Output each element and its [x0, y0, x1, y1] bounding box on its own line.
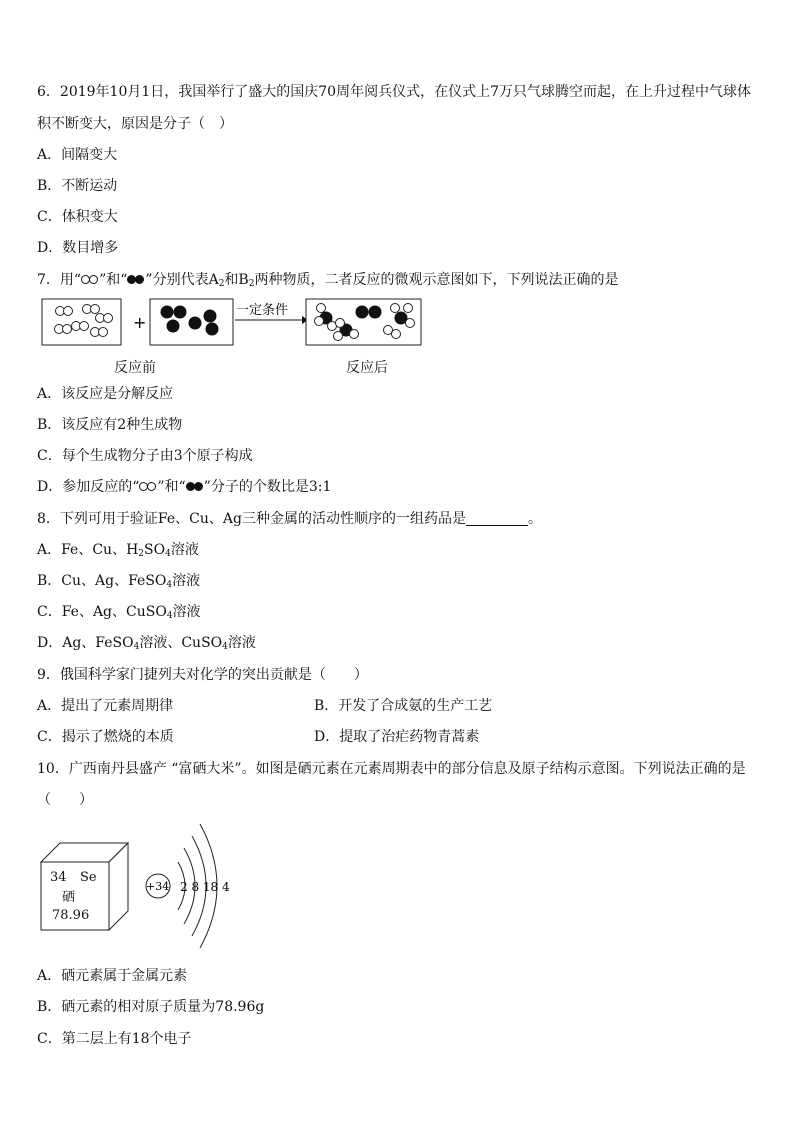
- atom-structure-diagram: [140, 820, 240, 950]
- atomic-number: 34: [50, 870, 67, 885]
- q6-stem-line1: 6．2019年10月1日，我国举行了盛大的国庆70周年阅兵仪式，在仪式上7万只气球腾空而起，在上升过程中气球体: [37, 84, 751, 100]
- b2-molecule-icon: [186, 482, 204, 492]
- q10-option-b: B．硒元素的相对原子质量为78.96g: [37, 999, 265, 1015]
- plus-sign: +: [133, 313, 147, 332]
- q7-option-d: D．参加反应的“ ”和“ ”分子的个数比是3:1: [37, 479, 332, 495]
- q7-option-b: B．该反应有2种生成物: [37, 417, 183, 433]
- reaction-arrow: [235, 303, 308, 324]
- q9-stem: 9．俄国科学家门捷列夫对化学的突出贡献是（ ）: [37, 667, 368, 683]
- after-box: [306, 299, 421, 345]
- q9-option-d: D．提取了治疟药物青蒿素: [314, 729, 480, 745]
- label-after: 反应后: [346, 360, 388, 376]
- q9-option-c: C．揭示了燃烧的本质: [37, 729, 174, 745]
- element-symbol: Se: [80, 870, 97, 885]
- q7-option-c: C．每个生成物分子由3个原子构成: [37, 448, 253, 464]
- q9-option-b: B．开发了合成氨的生产工艺: [314, 698, 493, 714]
- element-name: 硒: [62, 890, 76, 905]
- q7-stem: 7．用“ ”和“ ”分别代表$A_2$和$B_2$两种物质，二者反应的微观示意图如下，下列说法正确的是: [37, 272, 619, 289]
- q8-option-a: A．Fe、Cu、$H_2SO_4$溶液: [37, 542, 199, 559]
- a2-molecule-icon: [81, 275, 99, 285]
- q6-option-d: D．数目增多: [37, 240, 119, 256]
- before-box-b2: [150, 299, 233, 345]
- a2-molecule-icon: [139, 482, 157, 492]
- condition-label: 一定条件: [236, 303, 289, 318]
- q6-option-c: C．体积变大: [37, 209, 118, 225]
- reaction-diagram: [40, 296, 430, 352]
- q9-option-a: A．提出了元素周期律: [37, 698, 174, 714]
- q8-stem: 8．下列可用于验证Fe、Cu、Ag三种金属的活动性顺序的一组药品是 。: [37, 511, 542, 527]
- q10-stem-line1: 10．广西南丹县盛产 “富硒大米”。如图是硒元素在元素周期表中的部分信息及原子结构示意图。下列说法正确的是: [37, 761, 746, 777]
- b2-molecule-icon: [127, 275, 145, 285]
- q10-stem-line2: （ ）: [37, 792, 93, 808]
- electron-shells: 2 8 18 4: [180, 880, 230, 894]
- q10-option-a: A．硒元素属于金属元素: [37, 968, 188, 984]
- q7-option-a: A．该反应是分解反应: [37, 386, 174, 402]
- q8-option-c: C．Fe、Ag、CuSO$_4$溶液: [37, 604, 201, 621]
- label-before: 反应前: [114, 360, 156, 376]
- q10-option-c: C．第二层上有18个电子: [37, 1031, 192, 1047]
- q6-option-a: A．间隔变大: [37, 147, 118, 163]
- q8-option-d: D．Ag、FeSO$_4$溶液、CuSO$_4$溶液: [37, 635, 256, 652]
- atomic-mass: 78.96: [52, 908, 90, 923]
- before-box-a2: [42, 299, 121, 345]
- q8-option-b: B．Cu、Ag、FeSO$_4$溶液: [37, 573, 201, 590]
- q6-option-b: B．不断运动: [37, 178, 118, 194]
- q6-stem-line2: 积不断变大，原因是分子（ ）: [37, 116, 233, 132]
- answer-blank: [466, 511, 528, 526]
- nucleus-charge: +34: [146, 880, 170, 893]
